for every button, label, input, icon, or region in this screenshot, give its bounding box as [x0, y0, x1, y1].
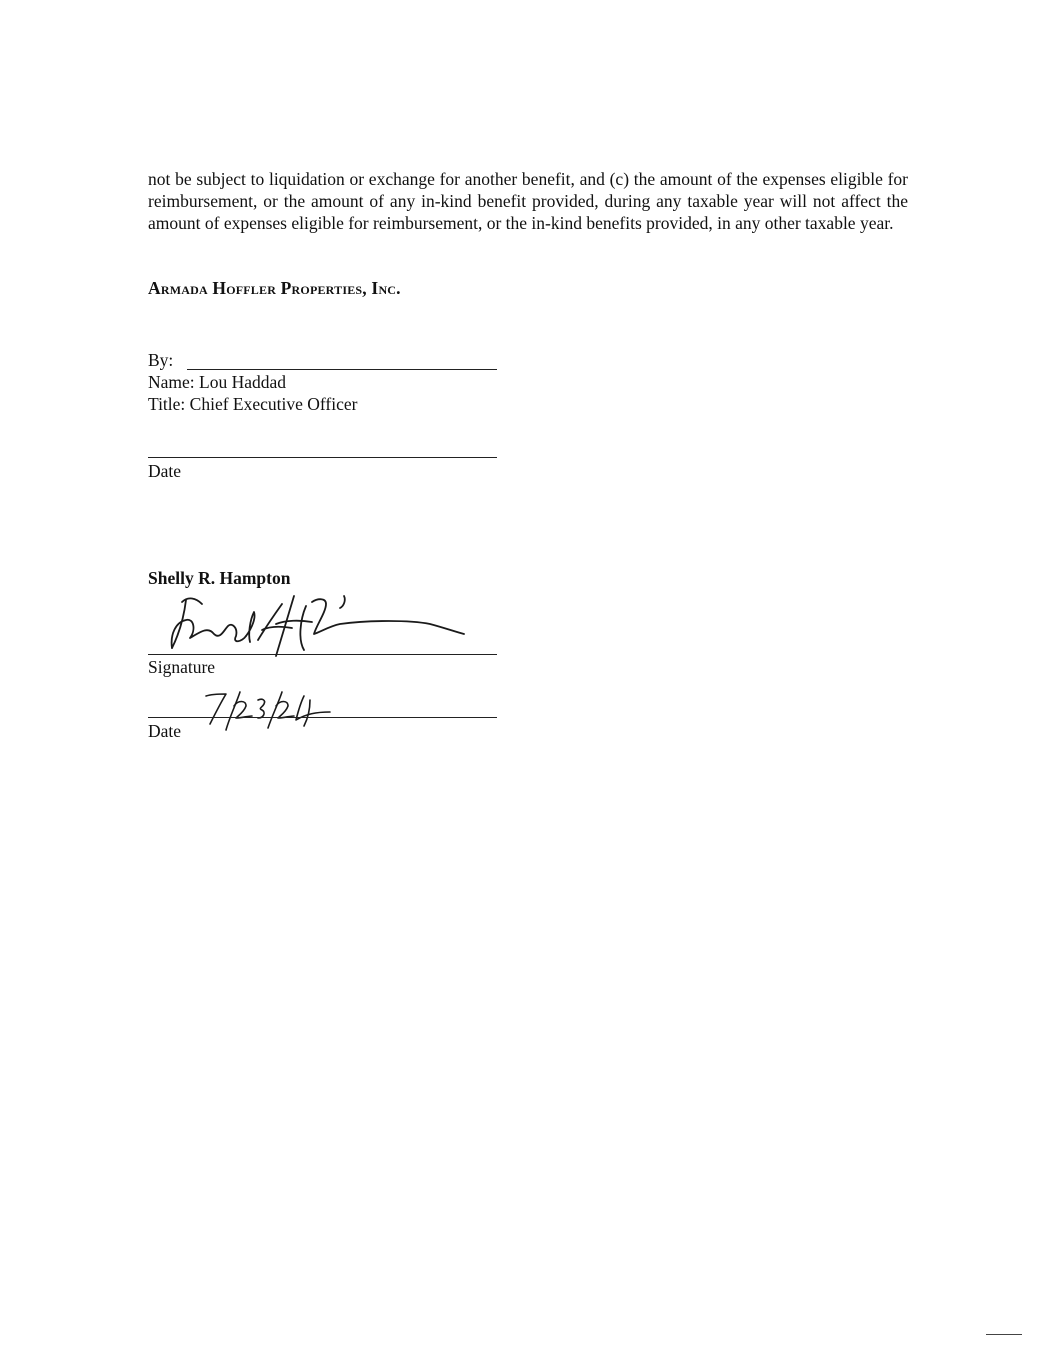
company-date-label: Date: [148, 461, 182, 481]
body-paragraph: not be subject to liquidation or exchange for another benefit, and (c) the amount of the expenses eligible for reimbursement, or the amount of any in-kind benefit provided, during any taxable year will not affect the amount of expenses eligible for reimbursement, or the in-kind benefits provided, in any other taxable year.: [148, 169, 908, 233]
company-signer-name: Name: Lou Haddad: [148, 372, 287, 392]
page-edge-mark: [986, 1334, 1022, 1335]
employee-date-line: [148, 717, 497, 718]
company-signer-title: Title: Chief Executive Officer: [148, 394, 358, 414]
company-name: Armada Hoffler Properties, Inc.: [148, 278, 401, 298]
signature-label: Signature: [148, 657, 216, 677]
employee-date-label: Date: [148, 721, 182, 741]
employee-name: Shelly R. Hampton: [148, 568, 291, 588]
by-label: By:: [148, 350, 174, 370]
